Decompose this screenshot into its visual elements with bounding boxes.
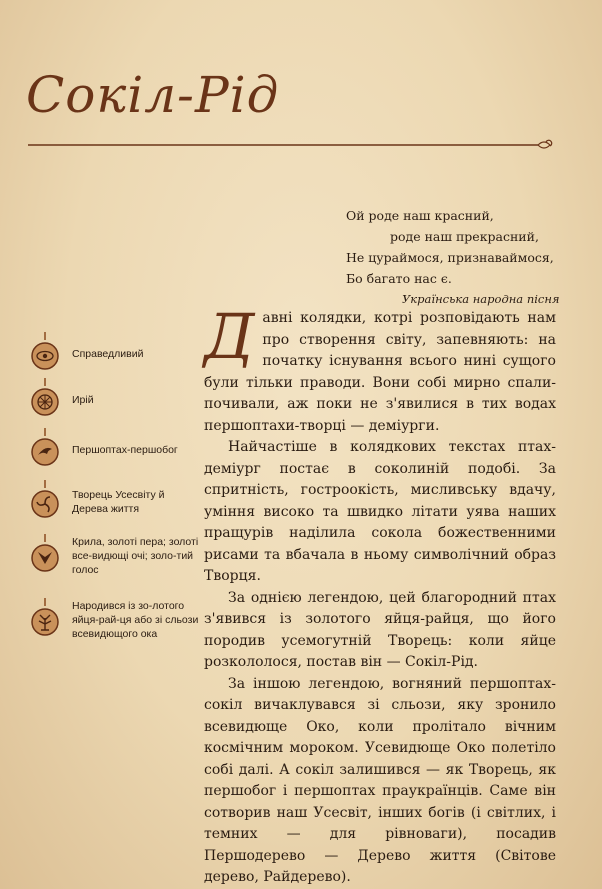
world-tree-medallion-icon [30,598,60,642]
page-title: Сокіл-Рід [26,66,280,124]
attribute-item [30,534,200,578]
attribute-label: Ирій [72,394,94,406]
attribute-item [30,598,200,642]
attribute-label: Народився із зо-лотого яйця-рай-ця або зі сльози всевидющого ока [72,600,199,640]
epigraph-line: Бо багато нас є. [346,271,452,286]
title-divider [28,138,558,152]
epigraph-line: Не цураймося, признаваймося, [346,250,554,265]
epigraph [346,205,560,310]
paragraph: За однією легендою, цей благородний птах з'явився із золотого яйця-райця, що його породив усемогутній Творець: коли яйце розкололося, постав він — Сокіл-Рід. [204,589,556,670]
attribute-label: Справедливий [72,348,144,360]
wings-medallion-icon [30,534,60,578]
attribute-item [30,480,200,524]
article-body [204,300,556,889]
attribute-label: Крила, золоті пера; золоті все-видющі очі; золо-тий голос [72,536,199,576]
paragraph-text: авні колядки, котрі розповідають нам про створення світу, запевняють: на початку існування всього нині сущого були тільки праводи. Вони собі мирно спали-почивали, аж поки не з'явилися в тих водах першоптахи-творці — деміурги. [204,310,556,434]
paragraph [204,300,556,437]
epigraph-line: Ой роде наш красний, [346,208,494,223]
bird-medallion-icon [30,428,60,472]
attribute-item [30,378,200,422]
attribute-item [30,428,200,472]
paragraph: За іншою легендою, вогняний першоптах-сокіл вичаклувався зі сльози, яку зронило всевидюще Око, коли пролітало вічним космічним мороком. Усевидюще Око полетіло собі далі. А сокіл залишився — як Творець, як першобог і першоптах праукраїнців. Саме він сотворив наш Усесвіт, інших богів (і світлих, і темних — для рівноваги), посадив Першодерево — Дерево життя (Світове дерево, Райдерево). [204,675,556,885]
eye-medallion-icon [30,332,60,376]
tree-circle-medallion-icon [30,378,60,422]
attribute-item [30,332,200,376]
attribute-label: Творець Усесвіту й Дерева життя [72,489,165,515]
epigraph-line: роде наш прекрасний, [390,229,539,244]
epigraph-source: Українська народна пісня [402,292,560,306]
drop-cap: Д [204,300,255,373]
paragraph: Найчастіше в колядкових текстах птах-деміург постає в соколиній подобі. За спритність, гостроокість, мисливську вдачу, уміння високо та швидко літати уява наших пращурів наділила сокола божественними рисами та вбачала в ньому символічний образ Творця. [204,439,556,584]
attribute-label: Першоптах-першобог [72,444,178,456]
triskelion-medallion-icon [30,480,60,524]
